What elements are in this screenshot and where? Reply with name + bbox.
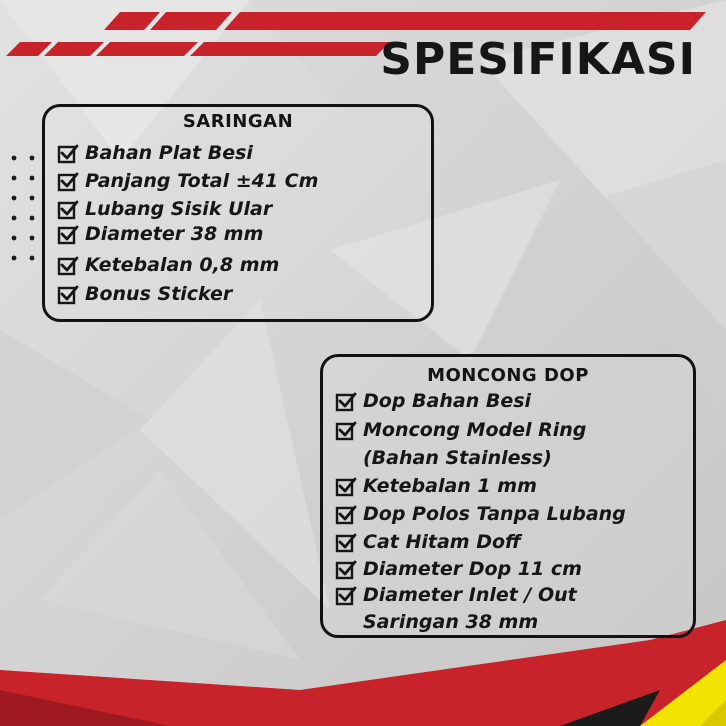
checkbox-checked-icon: [57, 255, 79, 277]
list-item-text: Ketebalan 0,8 mm: [85, 254, 280, 276]
checkbox-checked-icon: [57, 199, 79, 221]
list-item: [335, 582, 577, 609]
checkbox-checked-icon: [335, 420, 357, 442]
list-item: [57, 168, 318, 195]
list-item: [57, 281, 232, 308]
list-item: [335, 529, 521, 556]
checkbox-checked-icon: [57, 171, 79, 193]
saringan-spec-card: [42, 104, 434, 322]
list-item-text: Diameter 38 mm: [85, 223, 264, 245]
list-item: [335, 501, 626, 528]
checkbox-checked-icon: [335, 559, 357, 581]
list-item: [57, 196, 272, 223]
list-item-text: Lubang Sisik Ular: [85, 198, 273, 220]
saringan-heading: SARINGAN: [182, 111, 294, 132]
list-item-text: Moncong Model Ring: [363, 419, 587, 441]
list-item: [335, 473, 537, 500]
list-item-text: (Bahan Stainless): [363, 447, 552, 469]
list-item-text: Cat Hitam Doff: [363, 531, 521, 553]
checkbox-checked-icon: [57, 224, 79, 246]
checkbox-checked-icon: [335, 504, 357, 526]
moncong-dop-heading: MONCONG DOP: [427, 365, 589, 386]
checkbox-checked-icon: [57, 284, 79, 306]
list-item-text: Saringan 38 mm: [363, 611, 539, 633]
checkbox-checked-icon: [335, 476, 357, 498]
list-item: [335, 417, 586, 444]
list-item-text: Diameter Inlet / Out: [363, 584, 577, 606]
list-item-text: Diameter Dop 11 cm: [363, 558, 582, 580]
list-item-text: Dop Bahan Besi: [363, 390, 532, 412]
list-item-continuation: [363, 609, 538, 636]
list-item-text: Dop Polos Tanpa Lubang: [363, 503, 626, 525]
list-item-text: Panjang Total ±41 Cm: [85, 170, 319, 192]
moncong-dop-spec-card: [320, 354, 696, 638]
list-item-continuation: [363, 445, 552, 472]
list-item-text: Ketebalan 1 mm: [363, 475, 537, 497]
list-item: [57, 252, 279, 279]
list-item: [335, 556, 582, 583]
checkbox-checked-icon: [335, 532, 357, 554]
list-item: [57, 140, 253, 167]
list-item: [57, 221, 263, 248]
checkbox-checked-icon: [335, 585, 357, 607]
page-title: SPESIFIKASI: [380, 34, 696, 85]
list-item-text: Bahan Plat Besi: [85, 142, 253, 164]
dot-grid-decoration: [10, 152, 38, 264]
checkbox-checked-icon: [57, 143, 79, 165]
checkbox-checked-icon: [335, 391, 357, 413]
list-item: [335, 388, 531, 415]
list-item-text: Bonus Sticker: [85, 283, 233, 305]
